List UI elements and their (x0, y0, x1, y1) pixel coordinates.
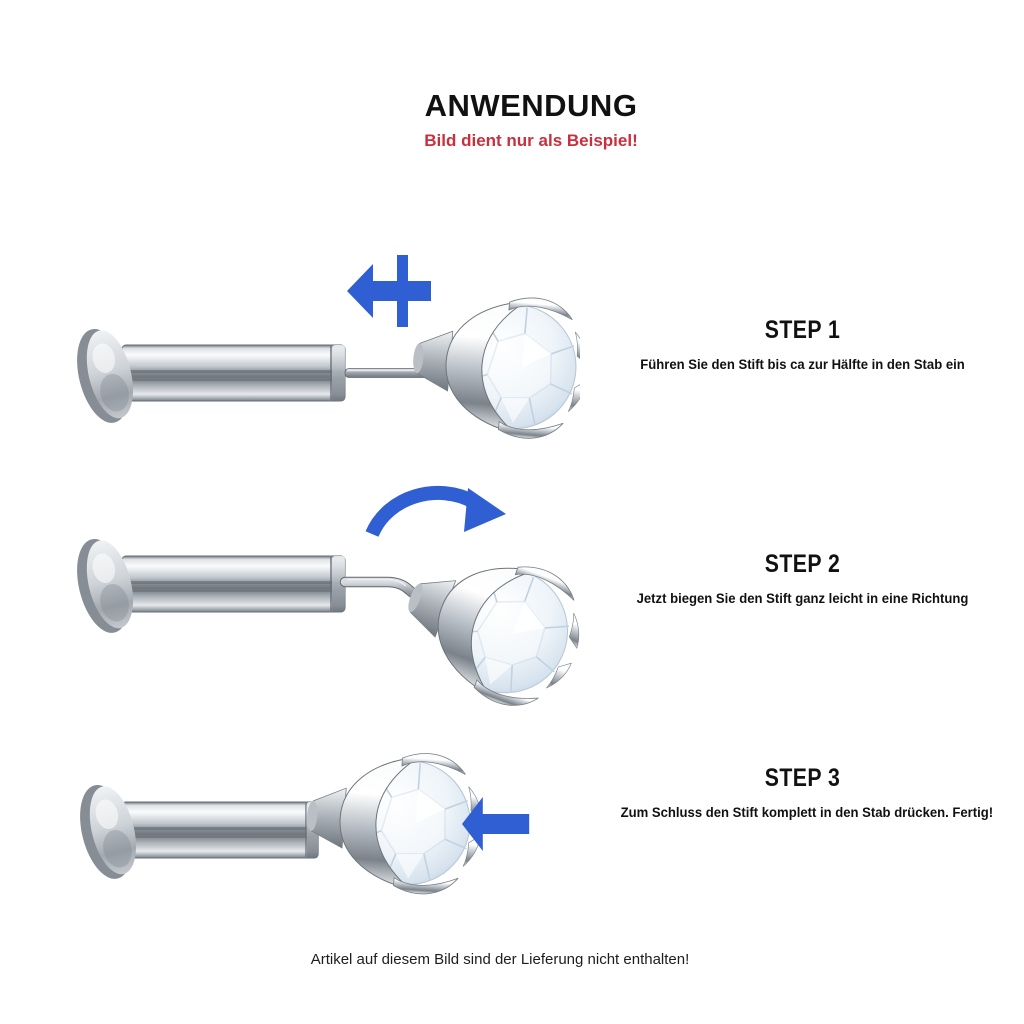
step1-illustration (60, 240, 580, 460)
barbell-stem (122, 556, 345, 612)
step2-heading: STEP 2 (764, 550, 841, 578)
step1-description: Führen Sie den Stift bis ca zur Hälfte in den Stab ein (640, 357, 965, 372)
step1-text (615, 316, 990, 372)
barbell-stem (122, 345, 345, 401)
arrow-curved-clockwise-icon (372, 488, 506, 534)
flat-disc-back (68, 533, 142, 639)
flat-disc-back (71, 779, 145, 885)
arrow-left-with-bar-icon (347, 255, 431, 327)
step3-illustration (60, 712, 580, 952)
step2-description: Jetzt biegen Sie den Stift ganz leicht in eine Richtung (636, 591, 969, 606)
flat-disc-back (68, 323, 142, 429)
barbell-stem (122, 802, 318, 858)
prong-set-crystal-top (407, 288, 580, 443)
step3-heading: STEP 3 (764, 764, 841, 792)
step3-text (615, 764, 994, 820)
disclaimer-subtitle: Bild dient nur als Beispiel! (424, 131, 638, 150)
footer-note: Artikel auf diesem Bild sind der Lieferung nicht enthalten! (310, 951, 690, 968)
step2-text (615, 550, 990, 606)
header (330, 88, 732, 151)
prong-set-crystal-top (387, 530, 580, 715)
step3-description: Zum Schluss den Stift komplett in den Stab drücken. Fertig! (620, 805, 994, 820)
page-title: ANWENDUNG (424, 88, 638, 123)
prong-set-crystal-top (302, 745, 485, 897)
step2-illustration (60, 470, 580, 715)
step1-heading: STEP 1 (764, 316, 841, 344)
